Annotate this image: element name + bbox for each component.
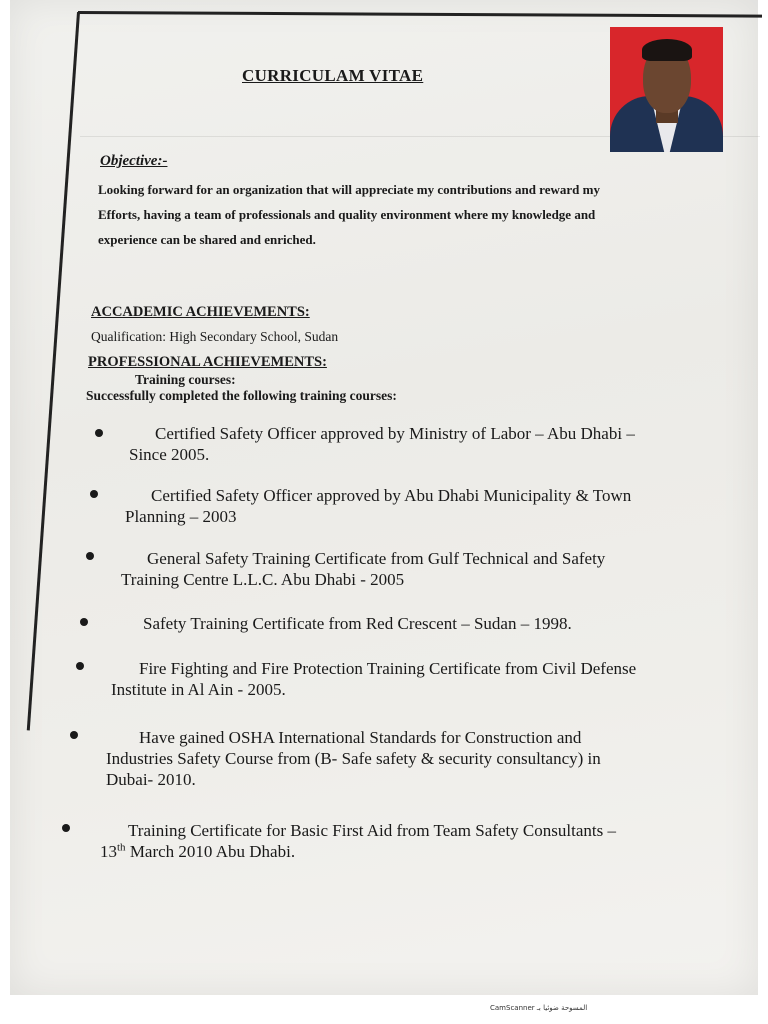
course-line: Institute in Al Ain - 2005. <box>111 680 286 699</box>
document-title: CURRICULAM VITAE <box>242 66 424 85</box>
course-line-date <box>100 841 616 862</box>
course-item <box>100 820 616 862</box>
course-line: Certified Safety Officer approved by Abu Dhabi Municipality & Town <box>151 486 632 505</box>
course-item <box>121 548 605 590</box>
frame-left-border <box>27 12 80 730</box>
course-line: Certified Safety Officer approved by Ministry of Labor – Abu Dhabi – <box>155 424 635 443</box>
objective-line: Efforts, having a team of professionals and quality environment where my knowledge and <box>98 207 596 222</box>
course-line: Industries Safety Course from (B- Safe safety & security consultancy) in <box>106 749 601 768</box>
training-intro: Successfully completed the following training courses: <box>86 388 397 403</box>
bullet-icon <box>70 731 78 739</box>
photo-hair <box>642 39 692 61</box>
course-item <box>143 613 572 634</box>
course-item <box>111 658 636 700</box>
academic-heading: ACCADEMIC ACHIEVEMENTS: <box>91 304 310 320</box>
qualification-text: Qualification: High Secondary School, Sudan <box>91 329 339 344</box>
scanner-watermark: CamScanner المسوحة ضوئيا بـ <box>490 1004 588 1012</box>
course-line: Safety Training Certificate from Red Crescent – Sudan – 1998. <box>143 614 572 633</box>
bullet-icon <box>90 490 98 498</box>
course-item <box>125 485 631 527</box>
bullet-icon <box>80 618 88 626</box>
course-day: 13 <box>100 842 117 861</box>
bullet-icon <box>95 429 103 437</box>
bullet-icon <box>86 552 94 560</box>
course-line: Planning – 2003 <box>125 507 237 526</box>
bullet-icon <box>76 662 84 670</box>
objective-text <box>98 177 708 252</box>
course-line: Since 2005. <box>129 445 210 464</box>
professional-heading: PROFESSIONAL ACHIEVEMENTS: <box>88 354 327 370</box>
course-date-rest: March 2010 Abu Dhabi. <box>125 842 296 861</box>
objective-line: Looking forward for an organization that will appreciate my contributions and reward my <box>98 182 600 197</box>
course-item <box>106 727 601 790</box>
course-line: Have gained OSHA International Standards for Construction and <box>139 728 582 747</box>
course-line: Training Certificate for Basic First Aid from Team Safety Consultants – <box>128 821 616 840</box>
course-line: Training Centre L.L.C. Abu Dhabi - 2005 <box>121 570 405 589</box>
course-line: Fire Fighting and Fire Protection Training Certificate from Civil Defense <box>139 659 637 678</box>
course-item <box>129 423 635 465</box>
bullet-icon <box>62 824 70 832</box>
course-day-suffix: th <box>117 841 126 854</box>
objective-heading: Objective:- <box>100 153 168 169</box>
profile-photo <box>610 27 723 152</box>
frame-top-border <box>78 11 762 18</box>
objective-line: experience can be shared and enriched. <box>98 232 316 247</box>
course-line: Dubai- 2010. <box>106 770 196 789</box>
course-line: General Safety Training Certificate from Gulf Technical and Safety <box>147 549 606 568</box>
training-heading: Training courses: <box>135 372 236 387</box>
